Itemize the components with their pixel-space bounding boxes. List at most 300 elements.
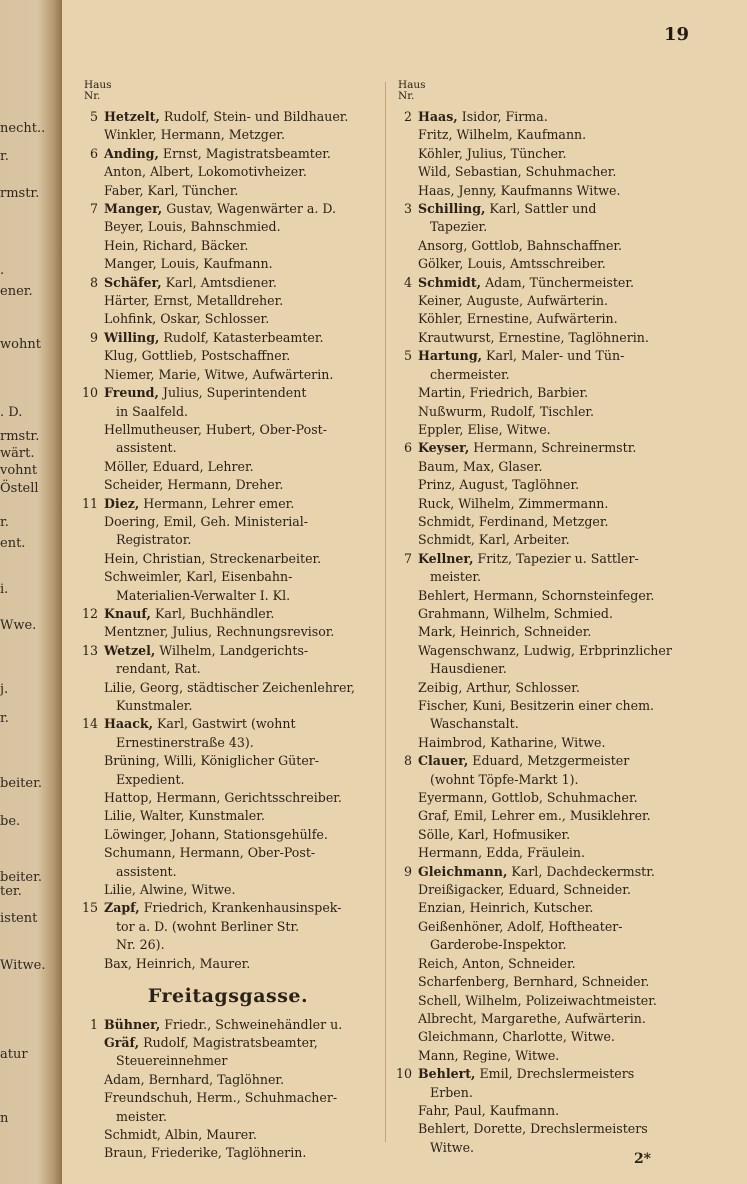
margin-fragment: . D. bbox=[0, 405, 23, 420]
entry-details: Karl, Dachdeckermstr. bbox=[511, 863, 655, 879]
house-number: 7 bbox=[89, 201, 98, 217]
margin-fragment: n bbox=[0, 1111, 9, 1126]
entry-text bbox=[418, 496, 608, 511]
entry-text bbox=[104, 606, 274, 621]
haus-nr-header bbox=[398, 80, 692, 102]
entry-text bbox=[418, 348, 624, 363]
entry-text bbox=[104, 1072, 284, 1087]
entry-text bbox=[418, 735, 605, 750]
entry-text bbox=[418, 404, 594, 419]
entry-text bbox=[104, 882, 235, 897]
directory-entry bbox=[392, 200, 692, 218]
house-number: 3 bbox=[403, 201, 412, 217]
entry-continuation bbox=[392, 568, 692, 586]
entry-details: Reich, Anton, Schneider. bbox=[418, 955, 576, 971]
directory-entry bbox=[392, 145, 692, 163]
directory-entry bbox=[78, 145, 378, 163]
entry-text bbox=[104, 1145, 306, 1160]
entry-text bbox=[418, 956, 576, 971]
entry-text bbox=[104, 514, 308, 529]
entry-details: Braun, Friederike, Taglöhnerin. bbox=[104, 1145, 307, 1161]
continuation-text: Materialien-Verwalter I. Kl. bbox=[116, 587, 291, 603]
owner-name: Diez, bbox=[104, 495, 140, 511]
entry-details: Winkler, Hermann, Metzger. bbox=[104, 127, 285, 143]
entry-text bbox=[104, 330, 324, 345]
entry-text bbox=[418, 1121, 648, 1136]
entry-text bbox=[418, 864, 655, 879]
entry-details: Lilie, Walter, Kunstmaler. bbox=[104, 808, 265, 824]
entry-details: Niemer, Marie, Witwe, Aufwärterin. bbox=[104, 366, 334, 382]
entry-details: Haas, Jenny, Kaufmanns Witwe. bbox=[418, 182, 621, 198]
directory-entry bbox=[392, 623, 692, 641]
entry-text bbox=[104, 956, 250, 971]
entry-continuation bbox=[78, 918, 378, 936]
column-divider bbox=[385, 82, 386, 1142]
entry-details: Emil, Drechslermeisters bbox=[479, 1066, 635, 1082]
directory-entry bbox=[392, 734, 692, 752]
entry-text bbox=[104, 348, 290, 363]
entry-text bbox=[104, 900, 341, 915]
entry-continuation bbox=[392, 936, 692, 954]
entry-continuation bbox=[392, 715, 692, 733]
entry-details: Hellmutheuser, Hubert, Ober-Post- bbox=[104, 421, 327, 437]
directory-entry bbox=[78, 274, 378, 292]
entry-details: Karl, Amtsdiener. bbox=[165, 274, 277, 290]
entry-text bbox=[418, 256, 606, 271]
entry-continuation bbox=[392, 1084, 692, 1102]
entry-text bbox=[104, 808, 265, 823]
entry-continuation bbox=[392, 660, 692, 678]
directory-entry bbox=[78, 752, 378, 770]
entry-continuation bbox=[78, 1052, 378, 1070]
entry-continuation bbox=[78, 697, 378, 715]
house-number: 12 bbox=[81, 605, 98, 621]
directory-entry bbox=[78, 550, 378, 568]
entry-details: Wilhelm, Landgerichts- bbox=[159, 642, 309, 658]
entry-details: Hein, Christian, Streckenarbeiter. bbox=[104, 550, 322, 566]
house-number: 10 bbox=[395, 1066, 412, 1082]
entry-details: Friedrich, Krankenhausinspek- bbox=[143, 900, 342, 916]
entry-text bbox=[104, 275, 277, 290]
entry-text bbox=[104, 183, 238, 198]
entry-details: Klug, Gottlieb, Postschaffner. bbox=[104, 348, 291, 364]
directory-entry bbox=[78, 1126, 378, 1144]
directory-entry bbox=[392, 329, 692, 347]
street-title: Freitagsgasse. bbox=[147, 985, 309, 1008]
entry-continuation bbox=[392, 366, 692, 384]
entry-details: Martin, Friedrich, Barbier. bbox=[418, 385, 589, 401]
continuation-text: Garderobe-Inspektor. bbox=[430, 937, 567, 953]
directory-entry bbox=[78, 366, 378, 384]
directory-entry bbox=[392, 697, 692, 715]
entry-continuation bbox=[78, 1108, 378, 1126]
haus-nr-header bbox=[84, 80, 378, 102]
directory-entry bbox=[392, 255, 692, 273]
haus-label: Haus bbox=[398, 79, 426, 91]
entry-details: Zeibig, Arthur, Schlosser. bbox=[418, 679, 580, 695]
directory-entry bbox=[78, 955, 378, 973]
entry-details: Eppler, Elise, Witwe. bbox=[418, 421, 551, 437]
entry-details: Mark, Heinrich, Schneider. bbox=[418, 624, 592, 640]
margin-fragment: r. bbox=[0, 711, 9, 726]
entry-details: Mann, Regine, Witwe. bbox=[418, 1047, 560, 1063]
entry-text bbox=[418, 827, 570, 842]
directory-entry bbox=[392, 108, 692, 126]
entry-continuation bbox=[78, 587, 378, 605]
entry-text bbox=[104, 1035, 318, 1050]
entry-text bbox=[418, 624, 591, 639]
entry-details: Manger, Louis, Kaufmann. bbox=[104, 256, 273, 272]
entry-text bbox=[418, 459, 543, 474]
entry-text bbox=[104, 680, 355, 695]
entry-details: Schmidt, Karl, Arbeiter. bbox=[418, 532, 570, 548]
entry-details: Nußwurm, Rudolf, Tischler. bbox=[418, 403, 595, 419]
directory-entry bbox=[392, 881, 692, 899]
directory-entry bbox=[392, 163, 692, 181]
entry-text bbox=[104, 459, 254, 474]
entry-text bbox=[104, 311, 269, 326]
entry-details: Keiner, Auguste, Aufwärterin. bbox=[418, 293, 608, 309]
entry-details: Julius, Superintendent bbox=[162, 385, 307, 401]
entry-text bbox=[418, 330, 649, 345]
owner-name: Zapf, bbox=[104, 900, 140, 916]
entry-text bbox=[104, 367, 333, 382]
entry-details: Krautwurst, Ernestine, Taglöhnerin. bbox=[418, 329, 649, 345]
entry-details: Adam, Tünchermeister. bbox=[485, 274, 634, 290]
entry-text bbox=[418, 109, 548, 124]
entry-details: Baum, Max, Glaser. bbox=[418, 458, 543, 474]
directory-entry bbox=[392, 421, 692, 439]
entry-details: Hermann, Schreinermstr. bbox=[473, 440, 637, 456]
margin-fragment: Witwe. bbox=[0, 958, 46, 973]
directory-entry bbox=[78, 789, 378, 807]
entry-text bbox=[418, 238, 622, 253]
margin-fragment: r. bbox=[0, 149, 9, 164]
directory-entry bbox=[392, 439, 692, 457]
entry-details: Sölle, Karl, Hofmusiker. bbox=[418, 826, 571, 842]
directory-entry bbox=[78, 329, 378, 347]
entry-text bbox=[418, 551, 639, 566]
directory-entry bbox=[392, 458, 692, 476]
entry-text bbox=[104, 716, 296, 731]
entry-text bbox=[418, 900, 593, 915]
entry-details: Fahr, Paul, Kaufmann. bbox=[418, 1102, 560, 1118]
directory-entry bbox=[78, 182, 378, 200]
nr-label: Nr. bbox=[84, 90, 101, 102]
entry-details: Bax, Heinrich, Maurer. bbox=[104, 955, 251, 971]
entry-details: Albrecht, Margarethe, Aufwärterin. bbox=[418, 1010, 646, 1026]
directory-entry bbox=[78, 126, 378, 144]
entry-details: Faber, Karl, Tüncher. bbox=[104, 182, 239, 198]
directory-entry bbox=[78, 844, 378, 862]
entry-text bbox=[418, 1029, 615, 1044]
directory-entry bbox=[78, 568, 378, 586]
continuation-text: Nr. 26). bbox=[116, 937, 165, 953]
entry-text bbox=[104, 827, 328, 842]
entry-details: Schweimler, Karl, Eisenbahn- bbox=[104, 569, 293, 585]
directory-entry bbox=[78, 807, 378, 825]
entry-details: Hein, Richard, Bäcker. bbox=[104, 237, 249, 253]
margin-fragment: wohnt bbox=[0, 337, 41, 352]
entry-text bbox=[418, 293, 608, 308]
entry-continuation bbox=[78, 734, 378, 752]
house-number: 11 bbox=[81, 495, 98, 511]
continuation-text: meister. bbox=[430, 569, 482, 585]
left-entries-freitagsgasse bbox=[78, 1016, 378, 1163]
margin-fragment: . bbox=[0, 263, 5, 278]
entry-text bbox=[418, 606, 613, 621]
entry-details: Löwinger, Johann, Stationsgehülfe. bbox=[104, 826, 328, 842]
right-column bbox=[392, 80, 692, 1157]
page-number: 19 bbox=[663, 24, 689, 45]
continuation-text: Erben. bbox=[430, 1084, 473, 1100]
directory-entry bbox=[78, 310, 378, 328]
continuation-text: Expedient. bbox=[116, 771, 185, 787]
entry-continuation bbox=[78, 863, 378, 881]
entry-details: Lilie, Georg, städtischer Zeichenlehrer, bbox=[104, 679, 356, 695]
directory-entry bbox=[78, 292, 378, 310]
entry-details: Lilie, Alwine, Witwe. bbox=[104, 882, 236, 898]
house-number: 4 bbox=[403, 274, 412, 290]
directory-entry bbox=[78, 458, 378, 476]
directory-entry bbox=[78, 421, 378, 439]
entry-text bbox=[418, 993, 657, 1008]
directory-entry bbox=[78, 715, 378, 733]
haus-label: Haus bbox=[84, 79, 112, 91]
directory-entry bbox=[392, 789, 692, 807]
entry-details: Karl, Sattler und bbox=[489, 201, 597, 217]
directory-entry bbox=[392, 495, 692, 513]
house-number: 5 bbox=[403, 348, 412, 364]
entry-text bbox=[418, 385, 588, 400]
entry-details: Fritz, Wilhelm, Kaufmann. bbox=[418, 127, 587, 143]
directory-entry bbox=[78, 1071, 378, 1089]
entry-text bbox=[104, 551, 321, 566]
entry-text bbox=[104, 496, 294, 511]
entry-continuation bbox=[78, 439, 378, 457]
continuation-text: assistent. bbox=[116, 440, 177, 456]
owner-name: Behlert, bbox=[418, 1066, 476, 1082]
house-number: 5 bbox=[89, 109, 98, 124]
entry-text bbox=[104, 201, 336, 216]
entry-details: Hattop, Hermann, Gerichtsschreiber. bbox=[104, 790, 342, 806]
continuation-text: Witwe. bbox=[430, 1139, 475, 1155]
owner-name: Schilling, bbox=[418, 201, 486, 217]
directory-entry bbox=[392, 182, 692, 200]
house-number: 8 bbox=[403, 753, 412, 769]
entry-details: Schmidt, Albin, Maurer. bbox=[104, 1126, 257, 1142]
entry-details: Prinz, August, Taglöhner. bbox=[418, 477, 580, 493]
directory-entry bbox=[392, 807, 692, 825]
entry-text bbox=[418, 974, 649, 989]
continuation-text: tor a. D. (wohnt Berliner Str. bbox=[116, 918, 300, 934]
directory-entry bbox=[78, 679, 378, 697]
directory-entry bbox=[392, 310, 692, 328]
entry-text bbox=[104, 293, 283, 308]
directory-entry bbox=[78, 347, 378, 365]
directory-entry bbox=[78, 605, 378, 623]
entry-continuation bbox=[78, 771, 378, 789]
entry-text bbox=[418, 440, 636, 455]
entry-text bbox=[418, 514, 609, 529]
entry-details: Eyermann, Gottlob, Schuhmacher. bbox=[418, 790, 638, 806]
directory-entry bbox=[78, 237, 378, 255]
house-number: 9 bbox=[89, 329, 98, 345]
entry-text bbox=[418, 127, 586, 142]
margin-fragment: beiter. bbox=[0, 776, 43, 791]
entry-text bbox=[418, 422, 551, 437]
entry-text bbox=[418, 532, 570, 547]
directory-entry bbox=[78, 623, 378, 641]
entry-details: Enzian, Heinrich, Kutscher. bbox=[418, 900, 594, 916]
entry-text bbox=[418, 882, 631, 897]
entry-details: Friedr., Schweinehändler u. bbox=[164, 1016, 343, 1032]
directory-entry bbox=[392, 531, 692, 549]
entry-text bbox=[104, 127, 285, 142]
directory-entry bbox=[392, 605, 692, 623]
entry-details: Fischer, Kuni, Besitzerin einer chem. bbox=[418, 698, 655, 713]
margin-fragment: vohnt bbox=[0, 463, 38, 478]
entry-details: Wagenschwanz, Ludwig, Erbprinzlicher bbox=[418, 642, 672, 658]
margin-fragment: beiter. bbox=[0, 870, 43, 885]
entry-details: Köhler, Ernestine, Aufwärterin. bbox=[418, 311, 618, 327]
entry-details: Beyer, Louis, Bahnschmied. bbox=[104, 219, 281, 235]
owner-name: Wetzel, bbox=[104, 642, 156, 658]
directory-entry bbox=[392, 1010, 692, 1028]
entry-text bbox=[104, 1127, 257, 1142]
margin-fragment: ent. bbox=[0, 536, 26, 551]
directory-entry bbox=[78, 476, 378, 494]
margin-fragment: wärt. bbox=[0, 446, 35, 461]
entry-text bbox=[418, 164, 616, 179]
entry-details: Grahmann, Wilhelm, Schmied. bbox=[418, 605, 613, 621]
house-number: 9 bbox=[403, 863, 412, 879]
continuation-text: (wohnt Töpfe-Markt 1). bbox=[430, 771, 579, 787]
house-number: 6 bbox=[89, 145, 98, 161]
entry-continuation bbox=[78, 531, 378, 549]
entry-text bbox=[104, 624, 334, 639]
entry-details: Graf, Emil, Lehrer em., Musiklehrer. bbox=[418, 808, 651, 824]
entry-text bbox=[104, 109, 348, 124]
owner-name: Hetzelt, bbox=[104, 109, 160, 124]
entry-details: Gleichmann, Charlotte, Witwe. bbox=[418, 1029, 615, 1045]
entry-text bbox=[418, 183, 621, 198]
entry-continuation bbox=[78, 403, 378, 421]
directory-entry bbox=[78, 108, 378, 126]
left-entries bbox=[78, 108, 378, 973]
directory-entry bbox=[78, 642, 378, 660]
left-column bbox=[78, 80, 378, 1163]
entry-text bbox=[104, 477, 283, 492]
entry-text bbox=[418, 698, 654, 713]
continuation-text: Waschanstalt. bbox=[430, 716, 519, 732]
continuation-text: Steuereinnehmer bbox=[116, 1053, 228, 1069]
house-number: 14 bbox=[81, 716, 98, 732]
directory-entry bbox=[392, 992, 692, 1010]
previous-page-fragments bbox=[0, 0, 62, 1184]
entry-details: Dreißigacker, Eduard, Schneider. bbox=[418, 882, 631, 898]
directory-entry bbox=[392, 403, 692, 421]
directory-entry bbox=[78, 218, 378, 236]
directory-entry bbox=[392, 1065, 692, 1083]
continuation-text: Kunstmaler. bbox=[116, 698, 193, 713]
house-number: 10 bbox=[81, 385, 98, 401]
directory-entry bbox=[78, 881, 378, 899]
entry-text bbox=[104, 385, 306, 400]
entry-details: Behlert, Hermann, Schornsteinfeger. bbox=[418, 587, 655, 603]
entry-details: Karl, Buchhändler. bbox=[154, 605, 275, 621]
directory-entry bbox=[392, 863, 692, 881]
directory-entry bbox=[78, 384, 378, 402]
directory-entry bbox=[392, 899, 692, 917]
entry-text bbox=[418, 275, 634, 290]
directory-entry bbox=[392, 679, 692, 697]
entry-text bbox=[418, 1066, 634, 1081]
directory-entry bbox=[392, 1120, 692, 1138]
directory-entry bbox=[78, 200, 378, 218]
right-entries bbox=[392, 108, 692, 1157]
entry-details: Ernst, Magistratsbeamter. bbox=[162, 145, 331, 161]
directory-entry bbox=[392, 826, 692, 844]
signature-mark: 2* bbox=[633, 1151, 651, 1167]
margin-fragment: j. bbox=[0, 682, 9, 697]
directory-entry bbox=[78, 513, 378, 531]
directory-entry bbox=[78, 163, 378, 181]
entry-continuation bbox=[392, 771, 692, 789]
directory-entry bbox=[78, 1016, 378, 1034]
directory-entry bbox=[78, 1089, 378, 1107]
entry-text bbox=[418, 311, 618, 326]
entry-text bbox=[418, 680, 580, 695]
entry-text bbox=[418, 201, 596, 216]
entry-text bbox=[418, 808, 651, 823]
entry-continuation bbox=[392, 218, 692, 236]
margin-fragment: Wwe. bbox=[0, 618, 37, 633]
entry-text bbox=[418, 845, 585, 860]
margin-fragment: r. bbox=[0, 515, 9, 530]
owner-name: Freund, bbox=[104, 385, 159, 401]
continuation-text: rendant, Rat. bbox=[116, 661, 201, 677]
entry-text bbox=[418, 1011, 646, 1026]
entry-text bbox=[104, 238, 248, 253]
entry-text bbox=[418, 919, 623, 934]
entry-details: Köhler, Julius, Tüncher. bbox=[418, 145, 567, 161]
owner-name: Keyser, bbox=[418, 440, 470, 456]
owner-name: Knauf, bbox=[104, 605, 151, 621]
house-number: 1 bbox=[89, 1016, 98, 1032]
entry-text bbox=[418, 146, 567, 161]
directory-entry bbox=[392, 237, 692, 255]
entry-details: Schumann, Hermann, Ober-Post- bbox=[104, 845, 316, 861]
entry-details: Haimbrod, Katharine, Witwe. bbox=[418, 734, 606, 750]
entry-text bbox=[418, 643, 672, 658]
directory-entry bbox=[392, 1102, 692, 1120]
house-number: 7 bbox=[403, 550, 412, 566]
directory-entry bbox=[78, 1034, 378, 1052]
owner-name: Schäfer, bbox=[104, 274, 162, 290]
owner-name: Hartung, bbox=[418, 348, 483, 364]
house-number: 13 bbox=[81, 642, 98, 658]
entry-details: Isidor, Firma. bbox=[461, 109, 548, 124]
margin-fragment: be. bbox=[0, 814, 21, 829]
directory-entry bbox=[78, 1144, 378, 1162]
entry-text bbox=[418, 753, 629, 768]
directory-entry bbox=[392, 918, 692, 936]
directory-entry bbox=[392, 1028, 692, 1046]
entry-details: Hermann, Edda, Fräulein. bbox=[418, 845, 585, 861]
directory-entry bbox=[392, 292, 692, 310]
entry-details: Karl, Maler- und Tün- bbox=[486, 348, 625, 364]
